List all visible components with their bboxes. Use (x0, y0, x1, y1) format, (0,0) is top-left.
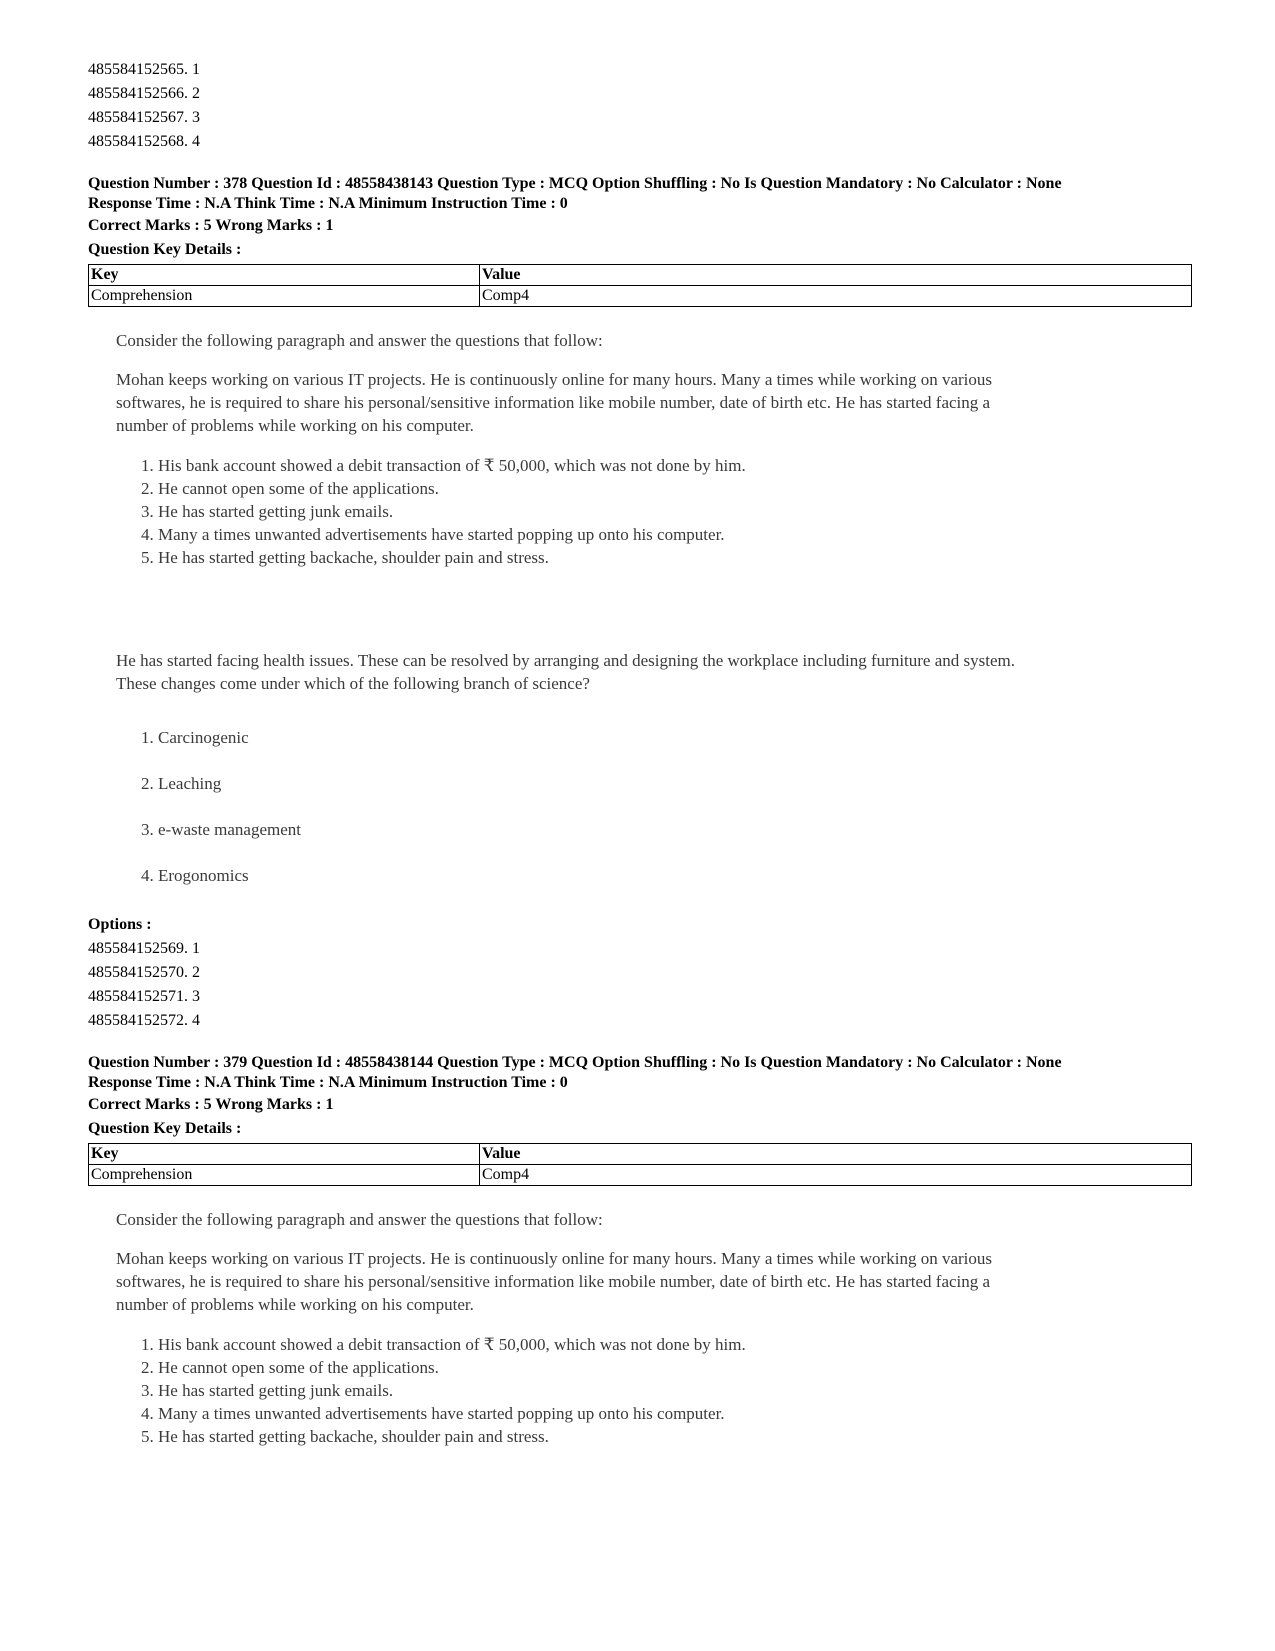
options-block (88, 913, 1188, 1033)
question-header-line1: Question Number : 379 Question Id : 48558438144 Question Type : MCQ Option Shuffling : No Is Question Mandatory : No Calculator : None (88, 1054, 1062, 1071)
list-item: 1. Carcinogenic (141, 728, 249, 747)
list-item: 4. Many a times unwanted advertisements have started popping up onto his computer. (141, 1404, 725, 1423)
table-header-value: Value (480, 1144, 1192, 1165)
list-item: 4. Many a times unwanted advertisements have started popping up onto his computer. (141, 525, 725, 544)
options-label: Options : (88, 916, 152, 933)
list-item: 2. He cannot open some of the applications. (141, 479, 439, 498)
passage-paragraph: Mohan keeps working on various IT projects. He is continuously online for many hours. Many a times while working on various softwares, he is required to share his personal/sensitive information like mobile number, date of birth etc. He has started facing a number of problems while working on his computer. (116, 1249, 992, 1314)
question-header-line1: Question Number : 378 Question Id : 48558438143 Question Type : MCQ Option Shuffling : No Is Question Mandatory : No Calculator : None (88, 175, 1062, 192)
table-header-value: Value (480, 265, 1192, 286)
passage-paragraph: Mohan keeps working on various IT projects. He is continuously online for many hours. Many a times while working on various softwares, he is required to share his personal/sensitive information like mobile number, date of birth etc. He has started facing a number of problems while working on his computer. (116, 370, 992, 435)
table-cell-key: Comprehension (89, 1165, 480, 1186)
previous-options (88, 58, 1188, 154)
question-image (116, 329, 1016, 899)
list-item: 1. His bank account showed a debit transaction of ₹ 50,000, which was not done by him. (141, 1335, 746, 1354)
question-image (116, 1208, 1016, 1448)
option-line: 485584152569. 1 (88, 940, 200, 957)
list-item: 3. He has started getting junk emails. (141, 1381, 394, 1400)
table-header-row (89, 265, 1192, 286)
passage-intro: Consider the following paragraph and answer the questions that follow: (116, 1210, 603, 1229)
list-item: 3. He has started getting junk emails. (141, 502, 394, 521)
key-details-label: Question Key Details : (88, 241, 242, 258)
list-item: 1. His bank account showed a debit transaction of ₹ 50,000, which was not done by him. (141, 456, 746, 475)
list-item: 3. e-waste management (141, 820, 302, 839)
option-line: 485584152571. 3 (88, 988, 200, 1005)
question-header-line2: Response Time : N.A Think Time : N.A Minimum Instruction Time : 0 (88, 1074, 568, 1091)
marks-line: Correct Marks : 5 Wrong Marks : 1 (88, 1096, 334, 1113)
option-line: 485584152568. 4 (88, 133, 200, 150)
problem-list (141, 454, 1016, 569)
list-item: 4. Erogonomics (141, 866, 249, 885)
problem-list (141, 1333, 1016, 1448)
option-line: 485584152572. 4 (88, 1012, 200, 1029)
question-379 (88, 1053, 1188, 1448)
key-details-label: Question Key Details : (88, 1120, 242, 1137)
table-header-row (89, 1144, 1192, 1165)
marks-line: Correct Marks : 5 Wrong Marks : 1 (88, 217, 334, 234)
option-line: 485584152565. 1 (88, 61, 200, 78)
table-header-key: Key (89, 1144, 480, 1165)
key-details-table (88, 264, 1192, 307)
option-line: 485584152566. 2 (88, 85, 200, 102)
key-details-table (88, 1143, 1192, 1186)
table-row (89, 286, 1192, 307)
document-page (88, 58, 1188, 1448)
question-378 (88, 174, 1188, 1033)
option-line: 485584152567. 3 (88, 109, 200, 126)
passage-intro: Consider the following paragraph and answer the questions that follow: (116, 331, 603, 350)
table-cell-key: Comprehension (89, 286, 480, 307)
table-cell-value: Comp4 (480, 286, 1192, 307)
table-cell-value: Comp4 (480, 1165, 1192, 1186)
list-item: 5. He has started getting backache, shoulder pain and stress. (141, 1427, 549, 1446)
question-header-line2: Response Time : N.A Think Time : N.A Minimum Instruction Time : 0 (88, 195, 568, 212)
list-item: 2. He cannot open some of the applications. (141, 1358, 439, 1377)
list-item: 2. Leaching (141, 774, 222, 793)
table-header-key: Key (89, 265, 480, 286)
option-line: 485584152570. 2 (88, 964, 200, 981)
answer-list (141, 715, 1016, 899)
list-item: 5. He has started getting backache, shoulder pain and stress. (141, 548, 549, 567)
question-text: He has started facing health issues. These can be resolved by arranging and designing the workplace including furniture and system. These changes come under which of the following branch of science? (116, 651, 1015, 693)
table-row (89, 1165, 1192, 1186)
